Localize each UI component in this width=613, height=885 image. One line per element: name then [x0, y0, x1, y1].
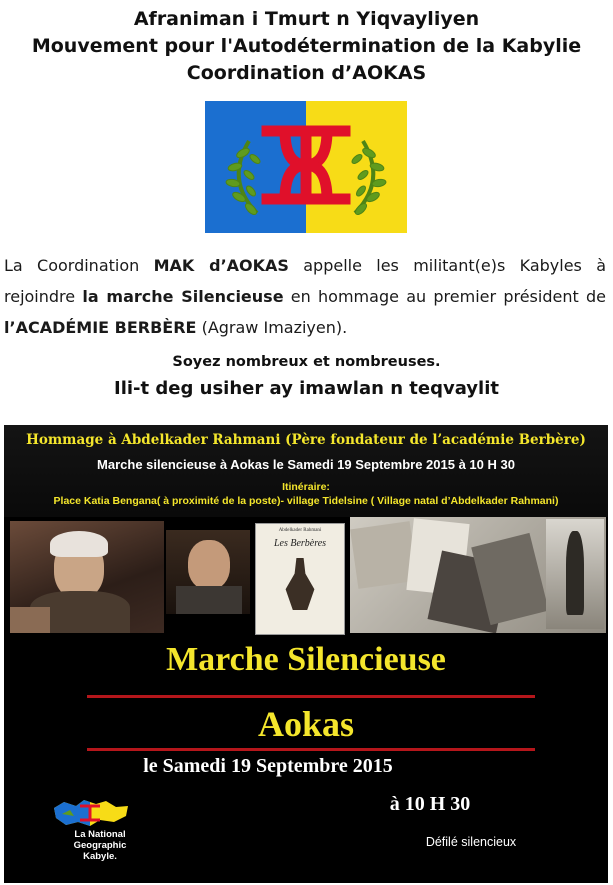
kabyle-flag: [205, 101, 407, 233]
poster-itineraire: Place Katia Bengana( à proximité de la poste)- village Tidelsine ( Village natal d’Abdelkader Rahmani): [53, 495, 559, 507]
call-line-1: Soyez nombreux et nombreuses.: [172, 354, 441, 370]
poster-date: le Samedi 19 Septembre 2015: [143, 755, 393, 777]
national-geographic-kabyle-logo: [50, 798, 132, 830]
para-text-3: en hommage au premier président de: [283, 287, 607, 306]
poster-rule-2: [87, 748, 535, 751]
para-text-2: appelle les militant(e)s Kabyles à rejoindre: [4, 256, 606, 306]
para-bold-academie: l’ACADÉMIE BERBÈRE: [4, 318, 197, 337]
book-cover: Abdelkader Rahmani Les Berbères: [255, 523, 345, 635]
poster-itineraire-label: Itinéraire:: [282, 481, 330, 493]
photo-portrait-1: [10, 521, 164, 633]
logo-line-3: Kabyle.: [83, 851, 117, 862]
header-line-1: Afraniman i Tmurt n Yiqvayliyen: [133, 8, 480, 30]
flag-emblem-icon: [205, 101, 407, 233]
logo-line-1: La National: [74, 829, 126, 840]
event-poster: [4, 425, 608, 883]
para-text-4: (Agraw Imaziyen).: [196, 318, 348, 337]
poster-defile: Défilé silencieux: [425, 835, 517, 849]
poster-rule-1: [87, 695, 535, 698]
poster-main-title: Marche Silencieuse: [166, 641, 446, 678]
para-bold-marche: la marche Silencieuse: [82, 287, 284, 306]
poster-time: à 10 H 30: [389, 793, 471, 815]
poster-homage: Hommage à Abdelkader Rahmani (Père fondateur de l’académie Berbère): [26, 432, 586, 448]
call-line-2: Ili-t deg usiher ay imawlan n teqvaylit: [114, 378, 499, 399]
logo-text: [60, 829, 140, 862]
photo-collage: [350, 517, 606, 633]
poster-marche-date: Marche silencieuse à Aokas le Samedi 19 Septembre 2015 à 10 H 30: [97, 457, 515, 472]
kabylie-map-icon: [50, 798, 132, 830]
poster-place: Aokas: [257, 704, 355, 744]
intro-paragraph: [4, 250, 606, 343]
para-text-1: La Coordination: [4, 256, 154, 275]
para-bold-mak: MAK d’AOKAS: [153, 256, 289, 275]
book-title: Les Berbères: [273, 538, 327, 549]
header-line-2: Mouvement pour l'Autodétermination de la Kabylie: [31, 35, 582, 57]
photo-portrait-2: [166, 530, 250, 614]
header-line-3: Coordination d’AOKAS: [186, 62, 427, 84]
logo-line-2: Geographic: [73, 840, 127, 851]
